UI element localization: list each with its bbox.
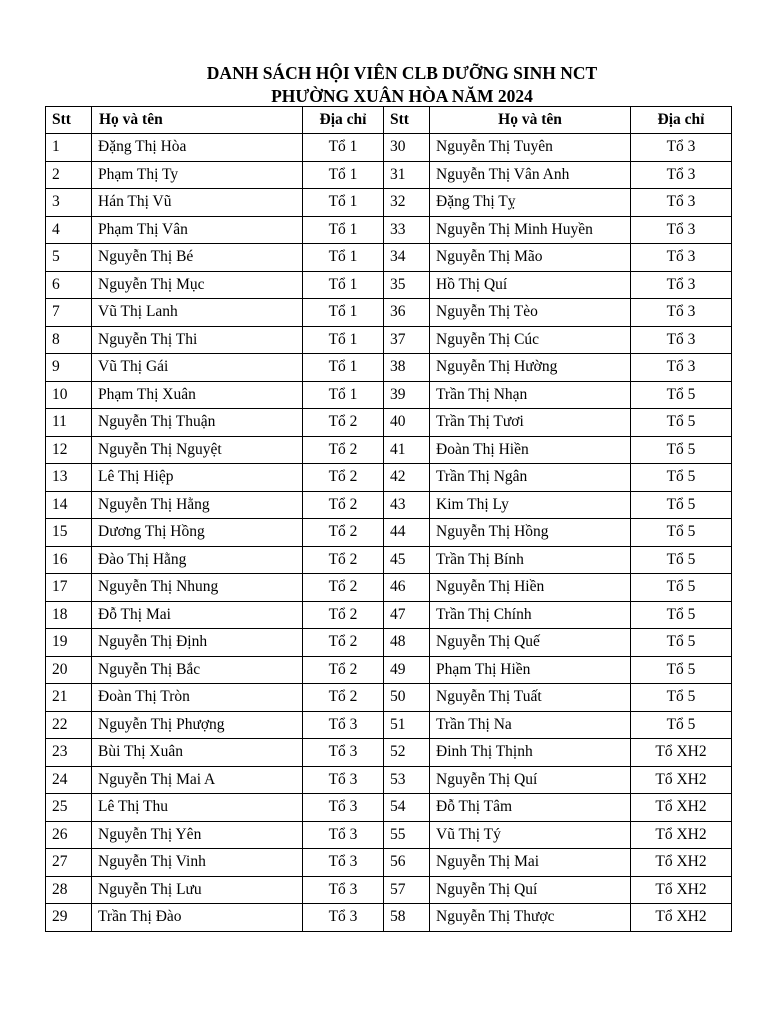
- member-name: Nguyễn Thị Tuất: [430, 684, 631, 712]
- member-stt: 47: [384, 601, 430, 629]
- member-name: Nguyễn Thị Quế: [430, 629, 631, 657]
- member-address: Tổ 5: [631, 464, 732, 492]
- table-row: [46, 711, 732, 739]
- member-address: Tổ 3: [631, 271, 732, 299]
- member-address: Tổ 3: [303, 794, 384, 822]
- member-name: Vũ Thị Lanh: [92, 299, 303, 327]
- member-name: Đặng Thị Hòa: [92, 134, 303, 162]
- table-row: [46, 409, 732, 437]
- member-address: Tổ 5: [631, 629, 732, 657]
- member-stt: 9: [46, 354, 92, 382]
- member-stt: 56: [384, 849, 430, 877]
- member-name: Dương Thị Hồng: [92, 519, 303, 547]
- member-address: Tổ 3: [303, 849, 384, 877]
- member-name: Nguyễn Thị Thuận: [92, 409, 303, 437]
- member-address: Tổ 3: [303, 739, 384, 767]
- table-row: [46, 519, 732, 547]
- member-stt: 27: [46, 849, 92, 877]
- member-name: Nguyễn Thị Hằng: [92, 491, 303, 519]
- member-stt: 29: [46, 904, 92, 932]
- member-stt: 58: [384, 904, 430, 932]
- member-address: Tổ 1: [303, 271, 384, 299]
- member-address: Tổ 5: [631, 601, 732, 629]
- member-stt: 41: [384, 436, 430, 464]
- member-stt: 52: [384, 739, 430, 767]
- member-address: Tổ 1: [303, 216, 384, 244]
- member-name: Trần Thị Đào: [92, 904, 303, 932]
- header-name-right: Họ và tên: [430, 107, 631, 134]
- member-stt: 32: [384, 189, 430, 217]
- table-row: [46, 381, 732, 409]
- member-address: Tổ 1: [303, 161, 384, 189]
- member-address: Tổ XH2: [631, 904, 732, 932]
- member-address: Tổ 2: [303, 436, 384, 464]
- member-address: Tổ 5: [631, 711, 732, 739]
- member-stt: 22: [46, 711, 92, 739]
- table-row: [46, 271, 732, 299]
- member-address: Tổ 3: [303, 711, 384, 739]
- member-name: Hồ Thị Quí: [430, 271, 631, 299]
- member-stt: 34: [384, 244, 430, 272]
- member-stt: 5: [46, 244, 92, 272]
- member-stt: 1: [46, 134, 92, 162]
- table-row: [46, 876, 732, 904]
- member-name: Nguyễn Thị Nguyệt: [92, 436, 303, 464]
- table-row: [46, 189, 732, 217]
- member-name: Nguyễn Thị Bé: [92, 244, 303, 272]
- member-stt: 15: [46, 519, 92, 547]
- table-row: [46, 656, 732, 684]
- member-name: Nguyễn Thị Nhung: [92, 574, 303, 602]
- table-row: [46, 739, 732, 767]
- member-address: Tổ 5: [631, 381, 732, 409]
- member-name: Vũ Thị Tý: [430, 821, 631, 849]
- member-name: Nguyễn Thị Quí: [430, 766, 631, 794]
- member-name: Nguyễn Thị Minh Huyền: [430, 216, 631, 244]
- member-address: Tổ 1: [303, 134, 384, 162]
- member-address: Tổ 2: [303, 656, 384, 684]
- document-title-line-2: PHƯỜNG XUÂN HÒA NĂM 2024: [271, 86, 533, 106]
- member-name: Nguyễn Thị Mão: [430, 244, 631, 272]
- member-name: Nguyễn Thị Mai A: [92, 766, 303, 794]
- table-row: [46, 574, 732, 602]
- table-row: [46, 464, 732, 492]
- member-stt: 8: [46, 326, 92, 354]
- member-name: Phạm Thị Vân: [92, 216, 303, 244]
- table-row: [46, 629, 732, 657]
- member-address: Tổ 2: [303, 629, 384, 657]
- member-name: Đinh Thị Thịnh: [430, 739, 631, 767]
- member-name: Phạm Thị Ty: [92, 161, 303, 189]
- member-stt: 12: [46, 436, 92, 464]
- member-name: Nguyễn Thị Bắc: [92, 656, 303, 684]
- member-name: Phạm Thị Xuân: [92, 381, 303, 409]
- member-address: Tổ 2: [303, 684, 384, 712]
- member-address: Tổ 5: [631, 519, 732, 547]
- member-stt: 43: [384, 491, 430, 519]
- member-stt: 17: [46, 574, 92, 602]
- header-stt-left: Stt: [46, 107, 92, 134]
- member-address: Tổ 5: [631, 409, 732, 437]
- member-stt: 54: [384, 794, 430, 822]
- member-name: Đào Thị Hằng: [92, 546, 303, 574]
- member-stt: 2: [46, 161, 92, 189]
- member-stt: 30: [384, 134, 430, 162]
- member-name: Nguyễn Thị Thi: [92, 326, 303, 354]
- member-name: Nguyễn Thị Hường: [430, 354, 631, 382]
- member-table: [45, 106, 732, 932]
- member-stt: 40: [384, 409, 430, 437]
- member-stt: 18: [46, 601, 92, 629]
- member-stt: 45: [384, 546, 430, 574]
- table-row: [46, 601, 732, 629]
- member-stt: 3: [46, 189, 92, 217]
- member-stt: 49: [384, 656, 430, 684]
- member-stt: 57: [384, 876, 430, 904]
- member-address: Tổ 3: [303, 876, 384, 904]
- member-address: Tổ XH2: [631, 794, 732, 822]
- member-address: Tổ 3: [303, 821, 384, 849]
- member-stt: 19: [46, 629, 92, 657]
- member-name: Nguyễn Thị Vinh: [92, 849, 303, 877]
- member-name: Nguyễn Thị Vân Anh: [430, 161, 631, 189]
- member-stt: 26: [46, 821, 92, 849]
- member-address: Tổ 3: [631, 216, 732, 244]
- member-address: Tổ 1: [303, 354, 384, 382]
- member-address: Tổ 3: [631, 354, 732, 382]
- member-stt: 37: [384, 326, 430, 354]
- member-stt: 6: [46, 271, 92, 299]
- member-address: Tổ 3: [631, 244, 732, 272]
- member-stt: 33: [384, 216, 430, 244]
- table-row: [46, 354, 732, 382]
- member-name: Nguyễn Thị Yên: [92, 821, 303, 849]
- member-name: Trần Thị Chính: [430, 601, 631, 629]
- member-address: Tổ 5: [631, 574, 732, 602]
- member-name: Nguyễn Thị Hiền: [430, 574, 631, 602]
- member-address: Tổ 3: [631, 161, 732, 189]
- member-name: Nguyễn Thị Tèo: [430, 299, 631, 327]
- table-row: [46, 299, 732, 327]
- member-name: Đoàn Thị Tròn: [92, 684, 303, 712]
- member-stt: 24: [46, 766, 92, 794]
- member-address: Tổ XH2: [631, 766, 732, 794]
- member-stt: 44: [384, 519, 430, 547]
- member-address: Tổ 3: [631, 326, 732, 354]
- member-stt: 11: [46, 409, 92, 437]
- member-name: Đỗ Thị Tâm: [430, 794, 631, 822]
- table-row: [46, 766, 732, 794]
- member-stt: 53: [384, 766, 430, 794]
- member-address: Tổ 1: [303, 189, 384, 217]
- member-name: Đoàn Thị Hiền: [430, 436, 631, 464]
- member-stt: 14: [46, 491, 92, 519]
- member-stt: 28: [46, 876, 92, 904]
- table-row: [46, 134, 732, 162]
- member-stt: 10: [46, 381, 92, 409]
- member-address: Tổ 5: [631, 491, 732, 519]
- member-name: Nguyễn Thị Mục: [92, 271, 303, 299]
- member-name: Nguyễn Thị Tuyên: [430, 134, 631, 162]
- member-name: Bùi Thị Xuân: [92, 739, 303, 767]
- header-stt-right: Stt: [384, 107, 430, 134]
- member-address: Tổ 3: [631, 299, 732, 327]
- member-address: Tổ 2: [303, 464, 384, 492]
- member-name: Nguyễn Thị Quí: [430, 876, 631, 904]
- member-stt: 51: [384, 711, 430, 739]
- member-address: Tổ 1: [303, 326, 384, 354]
- member-stt: 50: [384, 684, 430, 712]
- member-address: Tổ 5: [631, 656, 732, 684]
- member-name: Đỗ Thị Mai: [92, 601, 303, 629]
- member-address: Tổ 2: [303, 409, 384, 437]
- member-address: Tổ 1: [303, 299, 384, 327]
- table-row: [46, 244, 732, 272]
- table-row: [46, 326, 732, 354]
- header-address-left: Địa chỉ: [303, 107, 384, 134]
- member-stt: 39: [384, 381, 430, 409]
- table-row: [46, 821, 732, 849]
- member-stt: 25: [46, 794, 92, 822]
- member-name: Nguyễn Thị Phượng: [92, 711, 303, 739]
- member-name: Đặng Thị Tỵ: [430, 189, 631, 217]
- member-name: Vũ Thị Gái: [92, 354, 303, 382]
- table-row: [46, 491, 732, 519]
- table-row: [46, 794, 732, 822]
- table-row: [46, 849, 732, 877]
- member-name: Trần Thị Na: [430, 711, 631, 739]
- member-address: Tổ 5: [631, 436, 732, 464]
- member-stt: 21: [46, 684, 92, 712]
- member-name: Kim Thị Ly: [430, 491, 631, 519]
- header-address-right: Địa chỉ: [631, 107, 732, 134]
- member-name: Lê Thị Hiệp: [92, 464, 303, 492]
- member-name: Nguyễn Thị Định: [92, 629, 303, 657]
- member-address: Tổ XH2: [631, 849, 732, 877]
- member-address: Tổ 1: [303, 244, 384, 272]
- member-name: Nguyễn Thị Thược: [430, 904, 631, 932]
- member-address: Tổ XH2: [631, 739, 732, 767]
- member-address: Tổ 2: [303, 546, 384, 574]
- table-body: [46, 134, 732, 932]
- member-address: Tổ 2: [303, 601, 384, 629]
- member-name: Lê Thị Thu: [92, 794, 303, 822]
- table-row: [46, 684, 732, 712]
- table-row: [46, 216, 732, 244]
- member-address: Tổ XH2: [631, 876, 732, 904]
- member-address: Tổ 3: [303, 904, 384, 932]
- member-stt: 23: [46, 739, 92, 767]
- member-stt: 20: [46, 656, 92, 684]
- table-row: [46, 904, 732, 932]
- member-address: Tổ 3: [631, 134, 732, 162]
- member-address: Tổ 2: [303, 574, 384, 602]
- member-name: Nguyễn Thị Mai: [430, 849, 631, 877]
- member-address: Tổ 5: [631, 684, 732, 712]
- member-address: Tổ 1: [303, 381, 384, 409]
- member-address: Tổ 5: [631, 546, 732, 574]
- header-name-left: Họ và tên: [92, 107, 303, 134]
- member-name: Trần Thị Bính: [430, 546, 631, 574]
- member-stt: 4: [46, 216, 92, 244]
- member-stt: 16: [46, 546, 92, 574]
- member-stt: 38: [384, 354, 430, 382]
- member-stt: 31: [384, 161, 430, 189]
- member-name: Nguyễn Thị Lưu: [92, 876, 303, 904]
- document-title-line-1: DANH SÁCH HỘI VIÊN CLB DƯỠNG SINH NCT: [206, 63, 598, 83]
- member-stt: 46: [384, 574, 430, 602]
- member-name: Hán Thị Vũ: [92, 189, 303, 217]
- member-name: Phạm Thị Hiền: [430, 656, 631, 684]
- member-stt: 36: [384, 299, 430, 327]
- table-header-row: [46, 107, 732, 134]
- member-name: Nguyễn Thị Hồng: [430, 519, 631, 547]
- member-name: Nguyễn Thị Cúc: [430, 326, 631, 354]
- member-address: Tổ XH2: [631, 821, 732, 849]
- member-stt: 13: [46, 464, 92, 492]
- member-address: Tổ 2: [303, 519, 384, 547]
- table-row: [46, 161, 732, 189]
- member-name: Trần Thị Nhạn: [430, 381, 631, 409]
- member-name: Trần Thị Ngân: [430, 464, 631, 492]
- member-stt: 48: [384, 629, 430, 657]
- member-stt: 7: [46, 299, 92, 327]
- member-stt: 35: [384, 271, 430, 299]
- table-row: [46, 546, 732, 574]
- member-address: Tổ 2: [303, 491, 384, 519]
- member-stt: 55: [384, 821, 430, 849]
- table-row: [46, 436, 732, 464]
- member-address: Tổ 3: [303, 766, 384, 794]
- member-stt: 42: [384, 464, 430, 492]
- member-address: Tổ 3: [631, 189, 732, 217]
- member-name: Trần Thị Tươi: [430, 409, 631, 437]
